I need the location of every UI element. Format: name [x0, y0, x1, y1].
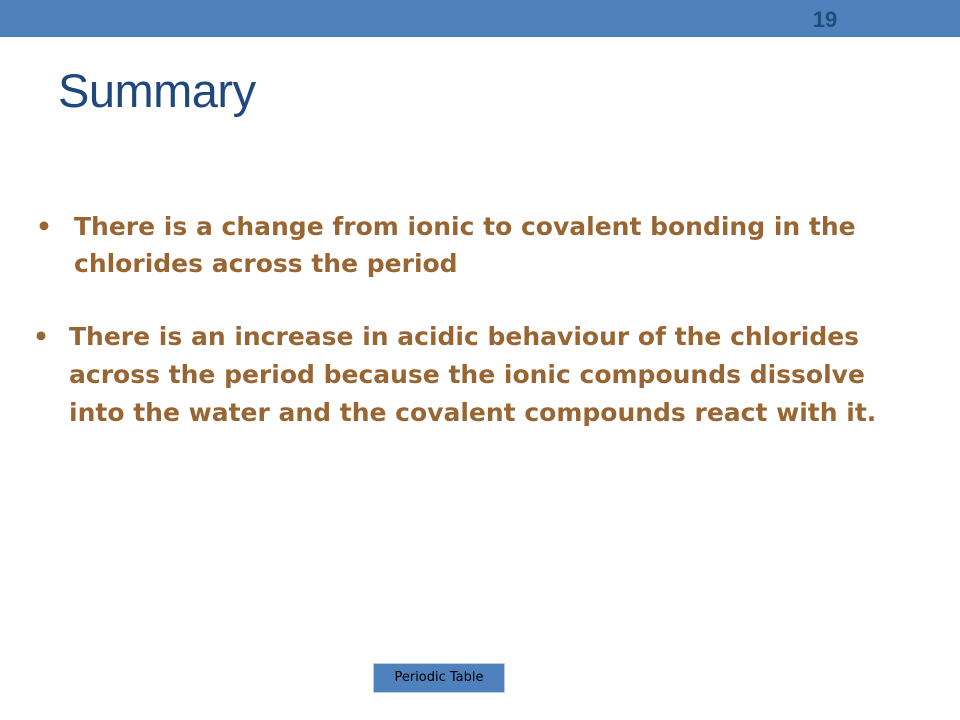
bullet-marker-2: • [33, 322, 49, 351]
slide-title: Summary [58, 64, 256, 117]
bullet-text-1: There is a change from ionic to covalent bonding in the chlorides across the period [74, 212, 856, 278]
slide-number: 19 [812, 7, 838, 32]
bullet-item-1 [36, 208, 894, 282]
bullet-text-2: There is an increase in acidic behaviour of the chlorides across the period because the ionic compounds dissolve into the water and the covalent compounds react with it. [69, 322, 877, 427]
periodic-table-link-button[interactable]: Periodic Table [373, 663, 505, 693]
bullet-item-2 [33, 318, 929, 432]
bullet-marker-1: • [36, 212, 52, 241]
